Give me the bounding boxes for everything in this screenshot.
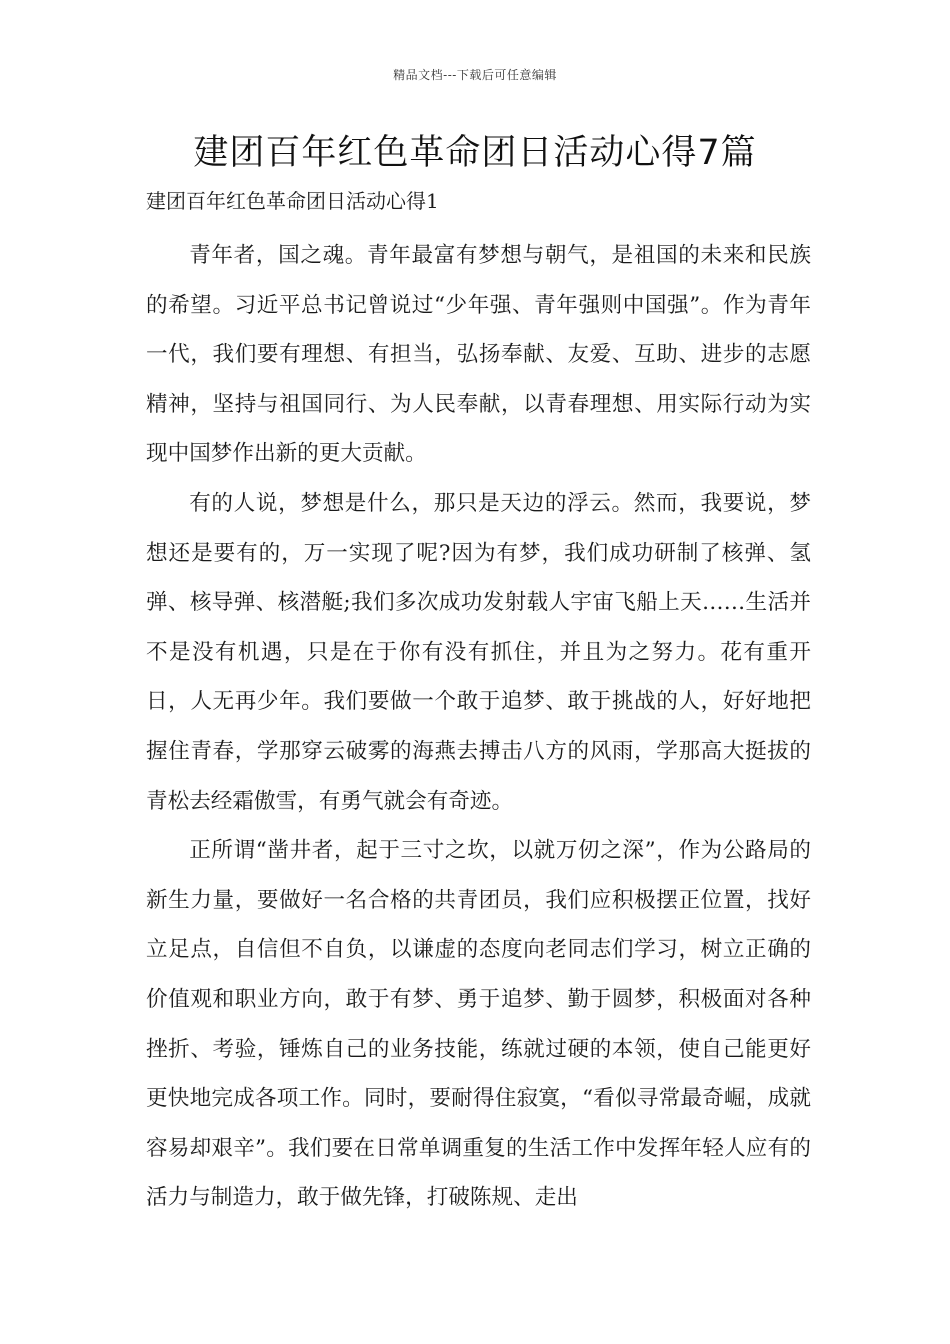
section-subtitle: 建团百年红色革命团日活动心得1 bbox=[146, 189, 439, 213]
paragraph-3: 正所谓“凿井者，起于三寸之坎，以就万仞之深”，作为公路局的新生力量，要做好一名合格的共青团员，我们应积极摆正位置，找好立足点，自信但不自负，以谦虚的态度向老同志们学习，树立正确的价值观和职业方向，敢于有梦、勇于追梦、勤于圆梦，积极面对各种挫折、考验，锤炼自己的业务技能，练就过硬的本领，使自己能更好更快地完成各项工作。同时，要耐得住寂寞，“看似寻常最奇崛，成就容易却艰辛”。我们要在日常单调重复的生活工作中发挥年轻人应有的活力与制造力，敢于做先锋，打破陈规、走出 bbox=[146, 838, 811, 1211]
document-title: 建团百年红色革命团日活动心得7篇 bbox=[193, 133, 757, 173]
header-note: 精品文档---下载后可任意编辑 bbox=[393, 68, 557, 82]
paragraph-2: 有的人说，梦想是什么，那只是天边的浮云。然而，我要说，梦想还是要有的，万一实现了呢?因为有梦，我们成功研制了核弹、氢弹、核导弹、核潜艇;我们多次成功发射载人宇宙飞船上天……生活并不是没有机遇，只是在于你有没有抓住，并且为之努力。花有重开日，人无再少年。我们要做一个敢于追梦、敢于挑战的人，好好地把握住青春，学那穿云破雾的海燕去搏击八方的风雨，学那高大挺拔的青松去经霜傲雪，有勇气就会有奇迹。 bbox=[146, 490, 811, 814]
document-body bbox=[146, 231, 811, 1223]
paragraph-1: 青年者，国之魂。青年最富有梦想与朝气，是祖国的未来和民族的希望。习近平总书记曾说过“少年强、青年强则中国强”。作为青年一代，我们要有理想、有担当，弘扬奉献、友爱、互助、进步的志愿精神，坚持与祖国同行、为人民奉献，以青春理想、用实际行动为实现中国梦作出新的更大贡献。 bbox=[146, 243, 811, 467]
